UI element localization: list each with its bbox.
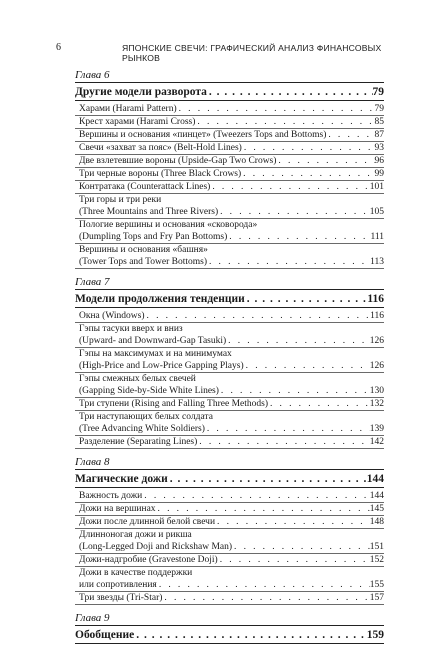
toc-entry-line: Гэпы тасуки вверх и вниз [79,324,183,334]
toc-entry-page-number: 79 [374,104,384,114]
toc-entry-line: Три горы и три реки [79,195,162,205]
toc-entry-title: Три звезды (Tri-Star) [79,593,163,603]
chapter-page-number: 144 [366,472,384,485]
chapter-title-row[interactable] [75,289,384,308]
toc-entry-title: Три черные вороны (Three Black Crows) [79,169,242,179]
dot-leader [134,627,367,643]
chapter-title-row[interactable] [75,469,384,488]
toc-entry-page-number: 139 [369,424,384,434]
toc-entry-title: Дожи после длинной белой свечи [79,517,216,527]
toc-entry[interactable] [75,219,384,244]
toc-entry-page-number: 151 [369,542,384,552]
toc-entry-row [75,168,384,181]
toc-entry-title: Разделение (Separating Lines) [79,437,198,447]
toc-entry-line: Три наступающих белых солдата [79,412,213,422]
toc-entry-line: Гэпы смежных белых свечей [79,374,196,384]
toc-entry[interactable] [75,244,384,269]
toc-entry-row [75,503,384,516]
toc-entry[interactable] [75,592,384,605]
chapter-page-number: 159 [366,628,384,641]
toc-entry-title: Дожи-надгробие (Gravestone Doji) [79,555,218,565]
toc-entry-title: (Tower Tops and Tower Bottoms) [79,257,207,267]
dot-leader [242,142,375,154]
dot-leader [177,103,375,115]
toc-entry[interactable] [75,348,384,373]
chapter-page-number: 116 [367,292,384,305]
dot-leader [226,335,370,347]
toc-entry-page-number: 142 [369,437,384,447]
dot-leader [162,592,369,604]
page-number: 6 [56,42,61,53]
chapter-label: Глава 8 [75,456,110,468]
toc-entry-page-number: 148 [369,517,384,527]
toc-entry-row [75,579,384,592]
toc-entry-title: Окна (Windows) [79,311,145,321]
chapter-page-number: 79 [372,85,384,98]
dot-leader [157,579,370,591]
toc-entry-row [75,554,384,567]
toc-entry-row [75,103,384,116]
toc-entry-row [75,398,384,411]
toc-entry[interactable] [75,310,384,323]
toc-entry-page-number: 111 [370,232,384,242]
toc-entry[interactable] [75,411,384,436]
toc-entry[interactable] [75,129,384,142]
dot-leader [210,181,369,193]
toc-entry-title: Важность дожи [79,491,143,501]
toc-entry-title: Дожи на вершинах [79,504,156,514]
toc-entry[interactable] [75,490,384,503]
chapter-title: Обобщение [75,628,135,641]
toc-entry-row [75,155,384,168]
toc-entry-row [75,335,384,348]
dot-leader [215,516,370,528]
toc-entry[interactable] [75,155,384,168]
dot-leader [326,129,374,141]
toc-entry-page-number: 93 [374,143,384,153]
toc-entry-page-number: 105 [369,207,384,217]
toc-entry-page-number: 145 [369,504,384,514]
chapter-title: Модели продолжения тенденции [75,292,245,305]
dot-leader [207,256,370,268]
toc-entry-title: или сопротивления [79,580,157,590]
toc-entry-page-number: 132 [369,399,384,409]
dot-leader [207,84,373,100]
toc-entry-line: Дожи в качестве поддержки [79,568,193,578]
toc-entry[interactable] [75,142,384,155]
dot-leader [218,206,370,218]
toc-entry-title: (Long-Legged Doji and Rickshaw Man) [79,542,233,552]
chapter-block [75,68,384,269]
toc-entry[interactable] [75,103,384,116]
toc-entry-page-number: 157 [369,593,384,603]
dot-leader [219,385,370,397]
toc-entry[interactable] [75,116,384,129]
dot-leader [268,398,370,410]
chapter-title-row[interactable] [75,625,384,644]
toc-entry-page-number: 96 [374,156,384,166]
chapter-label: Глава 9 [75,612,110,624]
running-title: ЯПОНСКИЕ СВЕЧИ: ГРАФИЧЕСКИЙ АНАЛИЗ ФИНАНСОВЫХ РЫНКОВ [122,43,382,63]
toc-entry-title: (Three Mountains and Three Rivers) [79,207,219,217]
dot-leader [195,116,374,128]
toc-entry-title: Вершины и основания «пинцет» (Tweezers Tops and Bottoms) [79,130,327,140]
toc-entry-line: Пологие вершины и основания «сковорода» [79,220,258,230]
toc-entry-page-number: 144 [369,491,384,501]
dot-leader [244,360,370,372]
chapter-title: Другие модели разворота [75,85,207,98]
toc-entry[interactable] [75,503,384,516]
dot-leader [276,155,374,167]
toc-entry-row [75,116,384,129]
toc-entry-page-number: 130 [369,386,384,396]
toc-entry-row [75,231,384,244]
toc-entry-row [75,181,384,194]
toc-entry-row [75,385,384,398]
toc-entry-page-number: 116 [370,311,384,321]
dot-leader [241,168,374,180]
toc-entry-page-number: 152 [369,555,384,565]
toc-entry-title: Харами (Harami Pattern) [79,104,177,114]
toc-entry-page-number: 101 [369,182,384,192]
toc-entry[interactable] [75,373,384,398]
toc-entry[interactable] [75,181,384,194]
toc-entry-row [75,541,384,554]
toc-entry-page-number: 87 [374,130,384,140]
toc-entry-title: Две взлетевшие вороны (Upside-Gap Two Crows) [79,156,277,166]
toc-entry-title: Свечи «захват за пояс» (Belt-Hold Lines) [79,143,242,153]
toc-entry-title: (Upward- and Downward-Gap Tasuki) [79,336,227,346]
toc-entry-row [75,256,384,269]
toc-entry-title: Крест харами (Harami Cross) [79,117,196,127]
toc-entry-page-number: 99 [374,169,384,179]
dot-leader [168,471,367,487]
toc-entry-page-number: 113 [370,257,384,267]
toc-entry-title: (Gapping Side-by-Side White Lines) [79,386,219,396]
toc-entry-row [75,129,384,142]
toc-entry-page-number: 126 [369,336,384,346]
chapter-label: Глава 7 [75,276,110,288]
toc-entry[interactable] [75,323,384,348]
toc-entry-page-number: 85 [374,117,384,127]
toc-entry-row [75,310,384,323]
dot-leader [232,541,370,553]
dot-leader [145,310,371,322]
toc-entry-row [75,360,384,373]
toc-entry-row [75,592,384,605]
table-of-contents [75,68,384,646]
toc-entry[interactable] [75,436,384,449]
dot-leader [245,291,368,307]
dot-leader [197,436,369,448]
toc-entry-row [75,516,384,529]
toc-entry-page-number: 126 [369,361,384,371]
toc-entry-page-number: 155 [369,580,384,590]
chapter-block [75,449,384,605]
toc-entry-title: (Dumpling Tops and Fry Pan Bottoms) [79,232,228,242]
dot-leader [142,490,369,502]
chapter-title-row[interactable] [75,82,384,101]
toc-entry-row [75,490,384,503]
page-header [56,42,386,63]
toc-entry[interactable] [75,194,384,219]
toc-entry[interactable] [75,567,384,592]
dot-leader [156,503,370,515]
toc-entry-line: Гэпы на максимумах и на минимумах [79,349,232,359]
toc-entry[interactable] [75,168,384,181]
toc-entry-line: Вершины и основания «башня» [79,245,208,255]
toc-entry-row [75,206,384,219]
dot-leader [205,423,370,435]
dot-leader [227,231,370,243]
toc-entry-title: Контратака (Counterattack Lines) [79,182,211,192]
toc-entry-title: (High-Price and Low-Price Gapping Plays) [79,361,244,371]
toc-entry-title: Три ступени (Rising and Falling Three Methods) [79,399,268,409]
toc-entry[interactable] [75,529,384,554]
toc-entry[interactable] [75,516,384,529]
toc-entry[interactable] [75,398,384,411]
dot-leader [218,554,370,566]
toc-entry-row [75,436,384,449]
toc-entry-line: Длинноногая дожи и рикша [79,530,192,540]
chapter-block [75,605,384,644]
toc-entry-title: (Tree Advancing White Soldiers) [79,424,205,434]
chapter-label: Глава 6 [75,69,110,81]
chapter-title: Магические дожи [75,472,168,485]
toc-entry-row [75,423,384,436]
toc-entry-row [75,142,384,155]
toc-entry[interactable] [75,554,384,567]
chapter-block [75,269,384,449]
